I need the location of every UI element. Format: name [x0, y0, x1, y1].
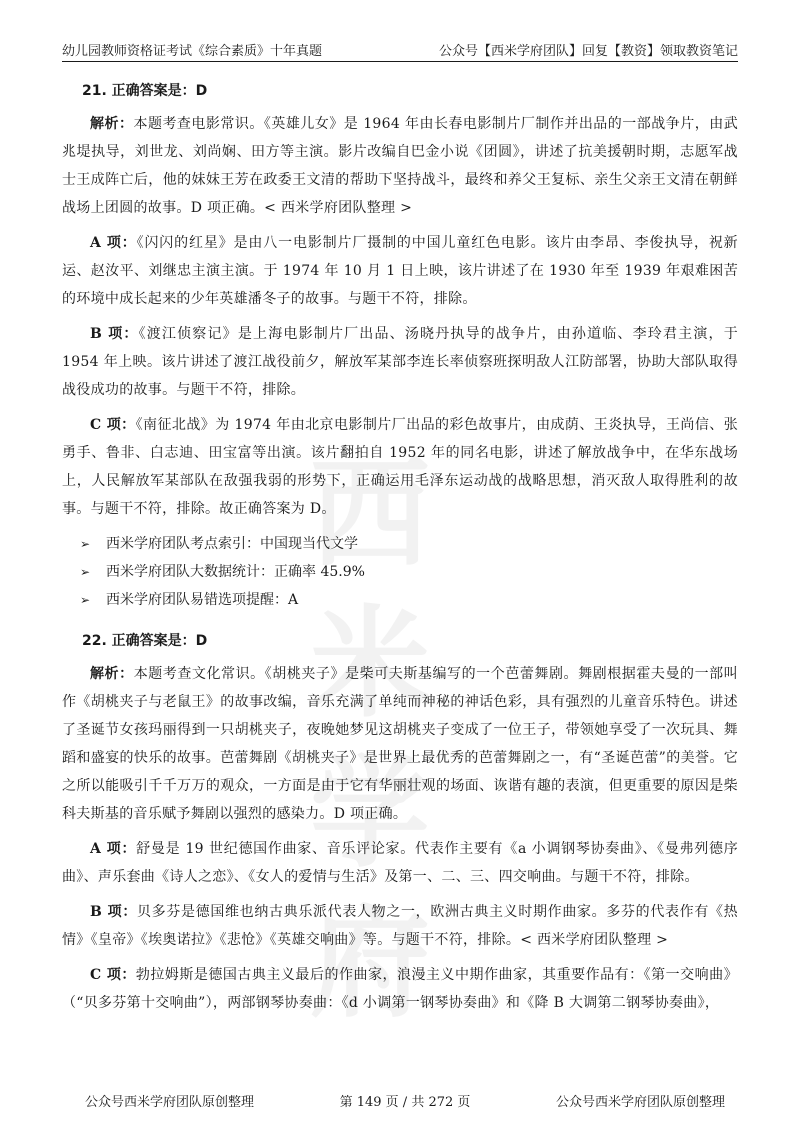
arrow-bullet-icon: ➢ [80, 537, 91, 551]
footer-left: 公众号西米学府团队原创整理 [85, 1094, 255, 1110]
page-content [62, 80, 739, 1034]
header-promo: 公众号【西米学府团队】回复【教资】领取教资笔记 [438, 44, 738, 59]
q22-option-b: B 项：贝多芬是德国维也纳古典乐派代表人物之一，欧洲古典主义时期作曲家。多芬的代表作有《热情》《皇帝》《埃奥诺拉》《悲怆》《英雄交响曲》等。与题干不符，排除。< 西米学府团队整理 > [62, 904, 738, 948]
page-header [62, 35, 738, 61]
q22-analysis: 解析：本题考查文化常识。《胡桃夹子》是柴可夫斯基编写的一个芭蕾舞剧。舞剧根据霍夫曼的一部叫作《胡桃夹子与老鼠王》的故事改编，音乐充满了单纯而神秘的神话色彩，具有强烈的儿童音乐特色。讲述了圣诞节女孩玛丽得到一只胡桃夹子，夜晚她梦见这胡桃夹子变成了一位王子，带领她享受了一次玩具、舞蹈和盛宴的快乐的故事。芭蕾舞剧《胡桃夹子》是世界上最优秀的芭蕾舞剧之一，有“圣诞芭蕾”的美誉。它之所以能吸引千千万万的观众，一方面是由于它有华丽壮观的场面、诙谐有趣的表演，但更重要的原因是柴科夫斯基的音乐赋予舞剧以强烈的感染力。D 项正确。 [62, 666, 738, 822]
watermark: 西米 学府 [310, 445, 430, 1034]
q22-option-c: C 项：勃拉姆斯是德国古典主义最后的作曲家，浪漫主义中期作曲家，其重要作品有：《第一交响曲》（“贝多芬第十交响曲”），两部钢琴协奏曲：《d 小调第一钢琴协奏曲》和《降 B 大调第二钢琴协奏曲》， [62, 967, 738, 1011]
q21-analysis: 解析：本题考查电影常识。《英雄儿女》是 1964 年由长春电影制片厂制作并出品的一部战争片，由武兆堤执导，刘世龙、刘尚娴、田方等主演。影片改编自巴金小说《团圆》，讲述了抗美援朝时期，志愿军战士王成阵亡后，他的妹妹王芳在政委王文清的帮助下坚持战斗，最终和养父王复标、亲生父亲王文清在朝鲜战场上团圆的故事。D 项正确。< 西米学府团队整理 > [62, 116, 738, 216]
page-footer [85, 1088, 725, 1112]
header-divider [62, 61, 738, 62]
list-item: ➢ 西米学府团队易错选项提醒：A [62, 586, 738, 614]
page-number: 第 149 页 / 共 272 页 [339, 1094, 471, 1110]
q22-option-a: A 项：舒曼是 19 世纪德国作曲家、音乐评论家。代表作主要有《a 小调钢琴协奏曲》、《曼弗列德序曲》、声乐套曲《诗人之恋》、《女人的爱情与生活》及第一、二、三、四交响曲。与题干不符，排除。 [62, 841, 738, 885]
q21-option-b: B 项：《渡江侦察记》是上海电影制片厂出品、汤晓丹执导的战争片，由孙道临、李玲君主演，于 1954 年上映。该片讲述了渡江战役前夕，解放军某部李连长率侦察班探明敌人江防部署，协助大部队取得战役成功的故事。与题干不符，排除。 [62, 326, 738, 398]
list-item: ➢ 西米学府团队考点索引：中国现当代文学 [62, 530, 738, 558]
q21-option-a: A 项：《闪闪的红星》是由八一电影制片厂摄制的中国儿童红色电影。该片由李昂、李俊执导，祝新运、赵汝平、刘继忠主演主演。于 1974 年 10 月 1 日上映，该片讲述了在 1930 年至 1939 年艰难困苦的环境中成长起来的少年英雄潘冬子的故事。与题干不符，排除。 [62, 235, 738, 307]
q21-option-c: C 项：《南征北战》为 1974 年由北京电影制片厂出品的彩色故事片，由成荫、王炎执导，王尚信、张勇手、鲁非、白志迪、田宝富等出演。该片翻拍自 1952 年的同名电影，讲述了解放战争中，在华东战场上，人民解放军某部队在敌强我弱的形势下，正确运用毛泽东运动战的战略思想，消灭敌人取得胜利的故事。与题干不符，排除。故正确答案为 D。 [62, 417, 739, 517]
q21-title: 21. 正确答案是：D [82, 83, 208, 99]
list-item: ➢ 西米学府团队大数据统计：正确率 45.9% [62, 558, 738, 586]
q21-notes [62, 530, 738, 614]
footer-right: 公众号西米学府团队原创整理 [555, 1094, 725, 1110]
arrow-bullet-icon: ➢ [80, 565, 91, 579]
header-book-title: 幼儿园教师资格证考试《综合素质》十年真题 [62, 44, 323, 59]
q22-title: 22. 正确答案是：D [82, 633, 208, 649]
arrow-bullet-icon: ➢ [80, 593, 91, 607]
